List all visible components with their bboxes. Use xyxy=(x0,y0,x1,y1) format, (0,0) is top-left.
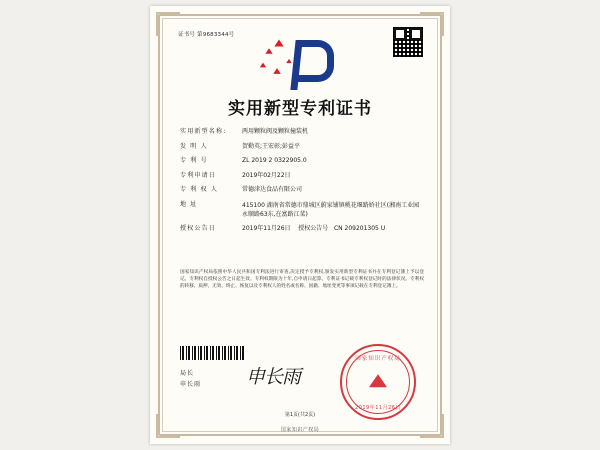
field-row-patent-number xyxy=(180,157,424,165)
emblem-letter-p xyxy=(293,40,327,90)
field-value: ZL 2019 2 0322905.0 xyxy=(242,157,307,165)
emblem-star xyxy=(265,48,272,53)
director-label: 局长 xyxy=(180,370,195,377)
field-row-inventor xyxy=(180,143,424,151)
field-value xyxy=(242,225,424,233)
field-row-application-date xyxy=(180,172,424,180)
emblem-star xyxy=(273,68,281,74)
handwritten-signature: 申长雨 xyxy=(246,366,301,388)
certificate-fields xyxy=(180,128,424,240)
page-number: 第1页(共2页) xyxy=(284,412,316,418)
official-seal-icon xyxy=(340,344,416,420)
field-value: 2019年02月22日 xyxy=(242,171,291,179)
field-label: 专 利 权 人 xyxy=(180,186,219,194)
field-value: 贺勤英;王宏彰;彭益平 xyxy=(242,142,301,150)
field-label: 实用新型名称: xyxy=(180,128,227,135)
field-row-utility-model-name xyxy=(180,128,424,136)
document-title: 实用新型专利证书 xyxy=(228,99,372,119)
barcode-icon xyxy=(180,346,244,360)
field-label: 授权公告日 xyxy=(180,225,217,233)
field-label: 专 利 号 xyxy=(180,157,208,165)
director-name: 申长雨 xyxy=(180,381,202,389)
qr-code-icon xyxy=(392,26,424,58)
field-row-address xyxy=(180,201,424,219)
field-label: 发 明 人 xyxy=(180,142,208,150)
issuing-organization: 国家知识产权局 xyxy=(280,427,320,433)
field-value: 两用颗粒阀及颗粒撞装机 xyxy=(242,128,309,135)
field-label: 专利申请日 xyxy=(180,171,217,179)
field-row-grant-announcement xyxy=(180,225,424,233)
grant-announcement-value: CN 209201305 U xyxy=(333,225,386,233)
patent-certificate-document xyxy=(150,6,450,444)
seal-top-text: 国家知识产权局 xyxy=(355,356,401,362)
field-label: 地 址 xyxy=(180,200,198,208)
seal-date-text: 2019年11月26日 xyxy=(355,405,401,411)
grant-announcement-label: 授权公告号 xyxy=(298,225,329,233)
emblem-star xyxy=(274,40,283,47)
seal-star-icon xyxy=(369,374,387,387)
corner-ornament-top-left xyxy=(156,12,180,36)
emblem-star xyxy=(286,59,292,63)
legal-notice-text: 国家知识产权局依照中华人民共和国专利法进行审查,决定授予专利权,颁发实用新型专利证书并在专利登记簿上予以登记。专利权自授权公告之日起生效。专利权期限为十年,自申请日起算。专利证书记载专利权登记时的法律状况。专利权的转移、质押、无效、终止、恢复以及专利权人的姓名或名称、国籍、地址变更等事项记载在专利登记簿上。 xyxy=(180,270,424,290)
patent-emblem-icon xyxy=(257,38,343,92)
field-value: 常德津达食品有限公司 xyxy=(242,186,303,194)
grant-date-value: 2019年11月26日 xyxy=(242,225,291,233)
certificate-number: 证书号 第9683344号 xyxy=(178,32,235,38)
field-row-patentee xyxy=(180,186,424,194)
field-value: 415100 湖南省常德市鼎城区蔚家铺镇桃花堰路娇社区(湘南工业园永顺路63东,在富路江菜) xyxy=(242,201,420,218)
emblem-star xyxy=(260,63,266,68)
signature-block xyxy=(180,368,201,391)
